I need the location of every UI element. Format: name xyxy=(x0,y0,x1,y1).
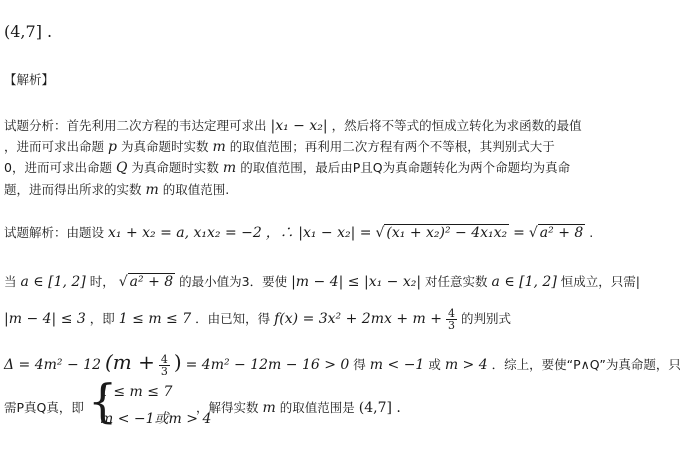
variable-m: m xyxy=(212,139,226,155)
text-span: 或 xyxy=(428,357,441,372)
final-answer: (4,7] . xyxy=(358,400,401,416)
variable-m: m xyxy=(145,182,159,198)
sqrt-expr: √ (x₁ + x₂)² − 4x₁x₂ xyxy=(375,225,508,241)
inequality-expr: |m − 4| ≤ |x₁ − x₂| xyxy=(291,274,422,290)
solution-line-1 xyxy=(4,222,593,242)
m-condition: m < −1 xyxy=(369,357,425,373)
discriminant-result: = 4m² − 12m − 16 > 0 xyxy=(185,357,350,373)
text-span: 的取值范围是 xyxy=(279,400,355,415)
analysis-heading xyxy=(4,70,54,88)
a-range: a ∈ [1, 2] xyxy=(491,274,557,290)
variable-m: m xyxy=(222,160,237,176)
text-span: 为真命题时实数 xyxy=(131,160,219,175)
proposition-q: Q xyxy=(115,160,128,176)
fraction-denominator: 3 xyxy=(160,365,168,378)
solution-line-5-start xyxy=(4,398,84,416)
fraction-4-3 xyxy=(446,308,457,331)
sqrt-expr: √ a² + 8 xyxy=(118,274,174,290)
text-span: 恒成立，只需| xyxy=(560,274,640,289)
a-range: a ∈ [1, 2] xyxy=(20,274,86,290)
text-span: ，即 xyxy=(89,311,115,326)
abs-difference-expr: |x₁ − x₂| xyxy=(270,118,328,134)
text-span: 的取值范围；再利用二次方程有两个不等根，其判别式大于 xyxy=(229,139,555,154)
radicand: a² + 8 xyxy=(129,274,174,290)
text-span: 0，进而可求出命题 xyxy=(4,160,112,175)
heading-text: 【解析】 xyxy=(4,72,55,87)
m-condition: m > 4 xyxy=(444,357,488,373)
answer-line xyxy=(4,22,52,41)
analysis-line-2 xyxy=(4,137,555,155)
text-span: 得 xyxy=(353,357,366,372)
text-span: ，进而可求出命题 xyxy=(4,139,105,154)
text-span: 试题解析：由题设 xyxy=(4,225,105,240)
text-span: ，解得实数 xyxy=(196,400,259,415)
text-span: ，然后将不等式的恒成立转化为求函数的最值 xyxy=(331,118,582,133)
system-row-1: 1 ≤ m ≤ 7 xyxy=(100,384,173,400)
text-span: 试题分析：首先利用二次方程的韦达定理可求出 xyxy=(4,118,267,133)
solution-line-3 xyxy=(4,308,511,331)
text-span: 时， xyxy=(89,274,115,289)
text-span: 题，进而得出所求的实数 xyxy=(4,182,142,197)
proposition-p: p xyxy=(108,139,117,155)
text-span: 的判别式 xyxy=(460,311,511,326)
text-span: ．综上，要使“P∧Q”为真命题，只 xyxy=(491,357,681,372)
text-span: 为真命题时实数 xyxy=(120,139,209,154)
vieta-equations: x₁ + x₂ = a, x₁x₂ = −2 xyxy=(108,225,262,241)
text-span: ．由已知，得 xyxy=(195,311,271,326)
solution-line-5-end xyxy=(196,398,401,416)
solution-line-4 xyxy=(4,350,681,377)
therefore-expr: ，∴ |x₁ − x₂| = xyxy=(265,225,372,241)
inequality-expr: |m − 4| ≤ 3 xyxy=(4,311,86,327)
text-span: 当 xyxy=(4,274,17,289)
fraction-4-3 xyxy=(159,354,170,377)
text-span: 的取值范围. xyxy=(162,182,230,197)
sqrt-expr: √ a² + 8 xyxy=(528,225,584,241)
discriminant-expr: Δ = 4m² − 12 xyxy=(4,357,101,373)
paren-close: ) xyxy=(173,350,182,374)
text-span: . xyxy=(589,225,594,240)
m-range: 1 ≤ m ≤ 7 xyxy=(118,311,192,327)
text-span: 的取值范围，最后由P且Q为真命题转化为两个命题均为真命 xyxy=(240,160,571,175)
solution-line-2 xyxy=(4,272,640,290)
analysis-line-1 xyxy=(4,116,582,134)
paren-expr: (m + xyxy=(104,350,155,374)
fraction-numerator: 4 xyxy=(160,353,168,366)
text-span: 需P真Q真，即 xyxy=(4,400,84,415)
fraction-denominator: 3 xyxy=(447,319,455,332)
left-brace: { xyxy=(88,374,118,428)
function-f: f(x) = 3x² + 2mx + m + xyxy=(274,311,442,327)
radicand: (x₁ + x₂)² − 4x₁x₂ xyxy=(386,225,508,241)
analysis-line-4 xyxy=(4,180,229,198)
answer-interval: (4,7] . xyxy=(4,22,53,41)
analysis-line-3 xyxy=(4,158,570,176)
text-span: 对任意实数 xyxy=(425,274,488,289)
radicand: a² + 8 xyxy=(539,225,584,241)
equals-sign: = xyxy=(513,225,525,241)
system-row-2: m < −1或m > 4 xyxy=(100,411,212,427)
text-span: 的最小值为3．要使 xyxy=(179,274,288,289)
variable-m: m xyxy=(262,400,276,416)
fraction-numerator: 4 xyxy=(447,307,455,320)
